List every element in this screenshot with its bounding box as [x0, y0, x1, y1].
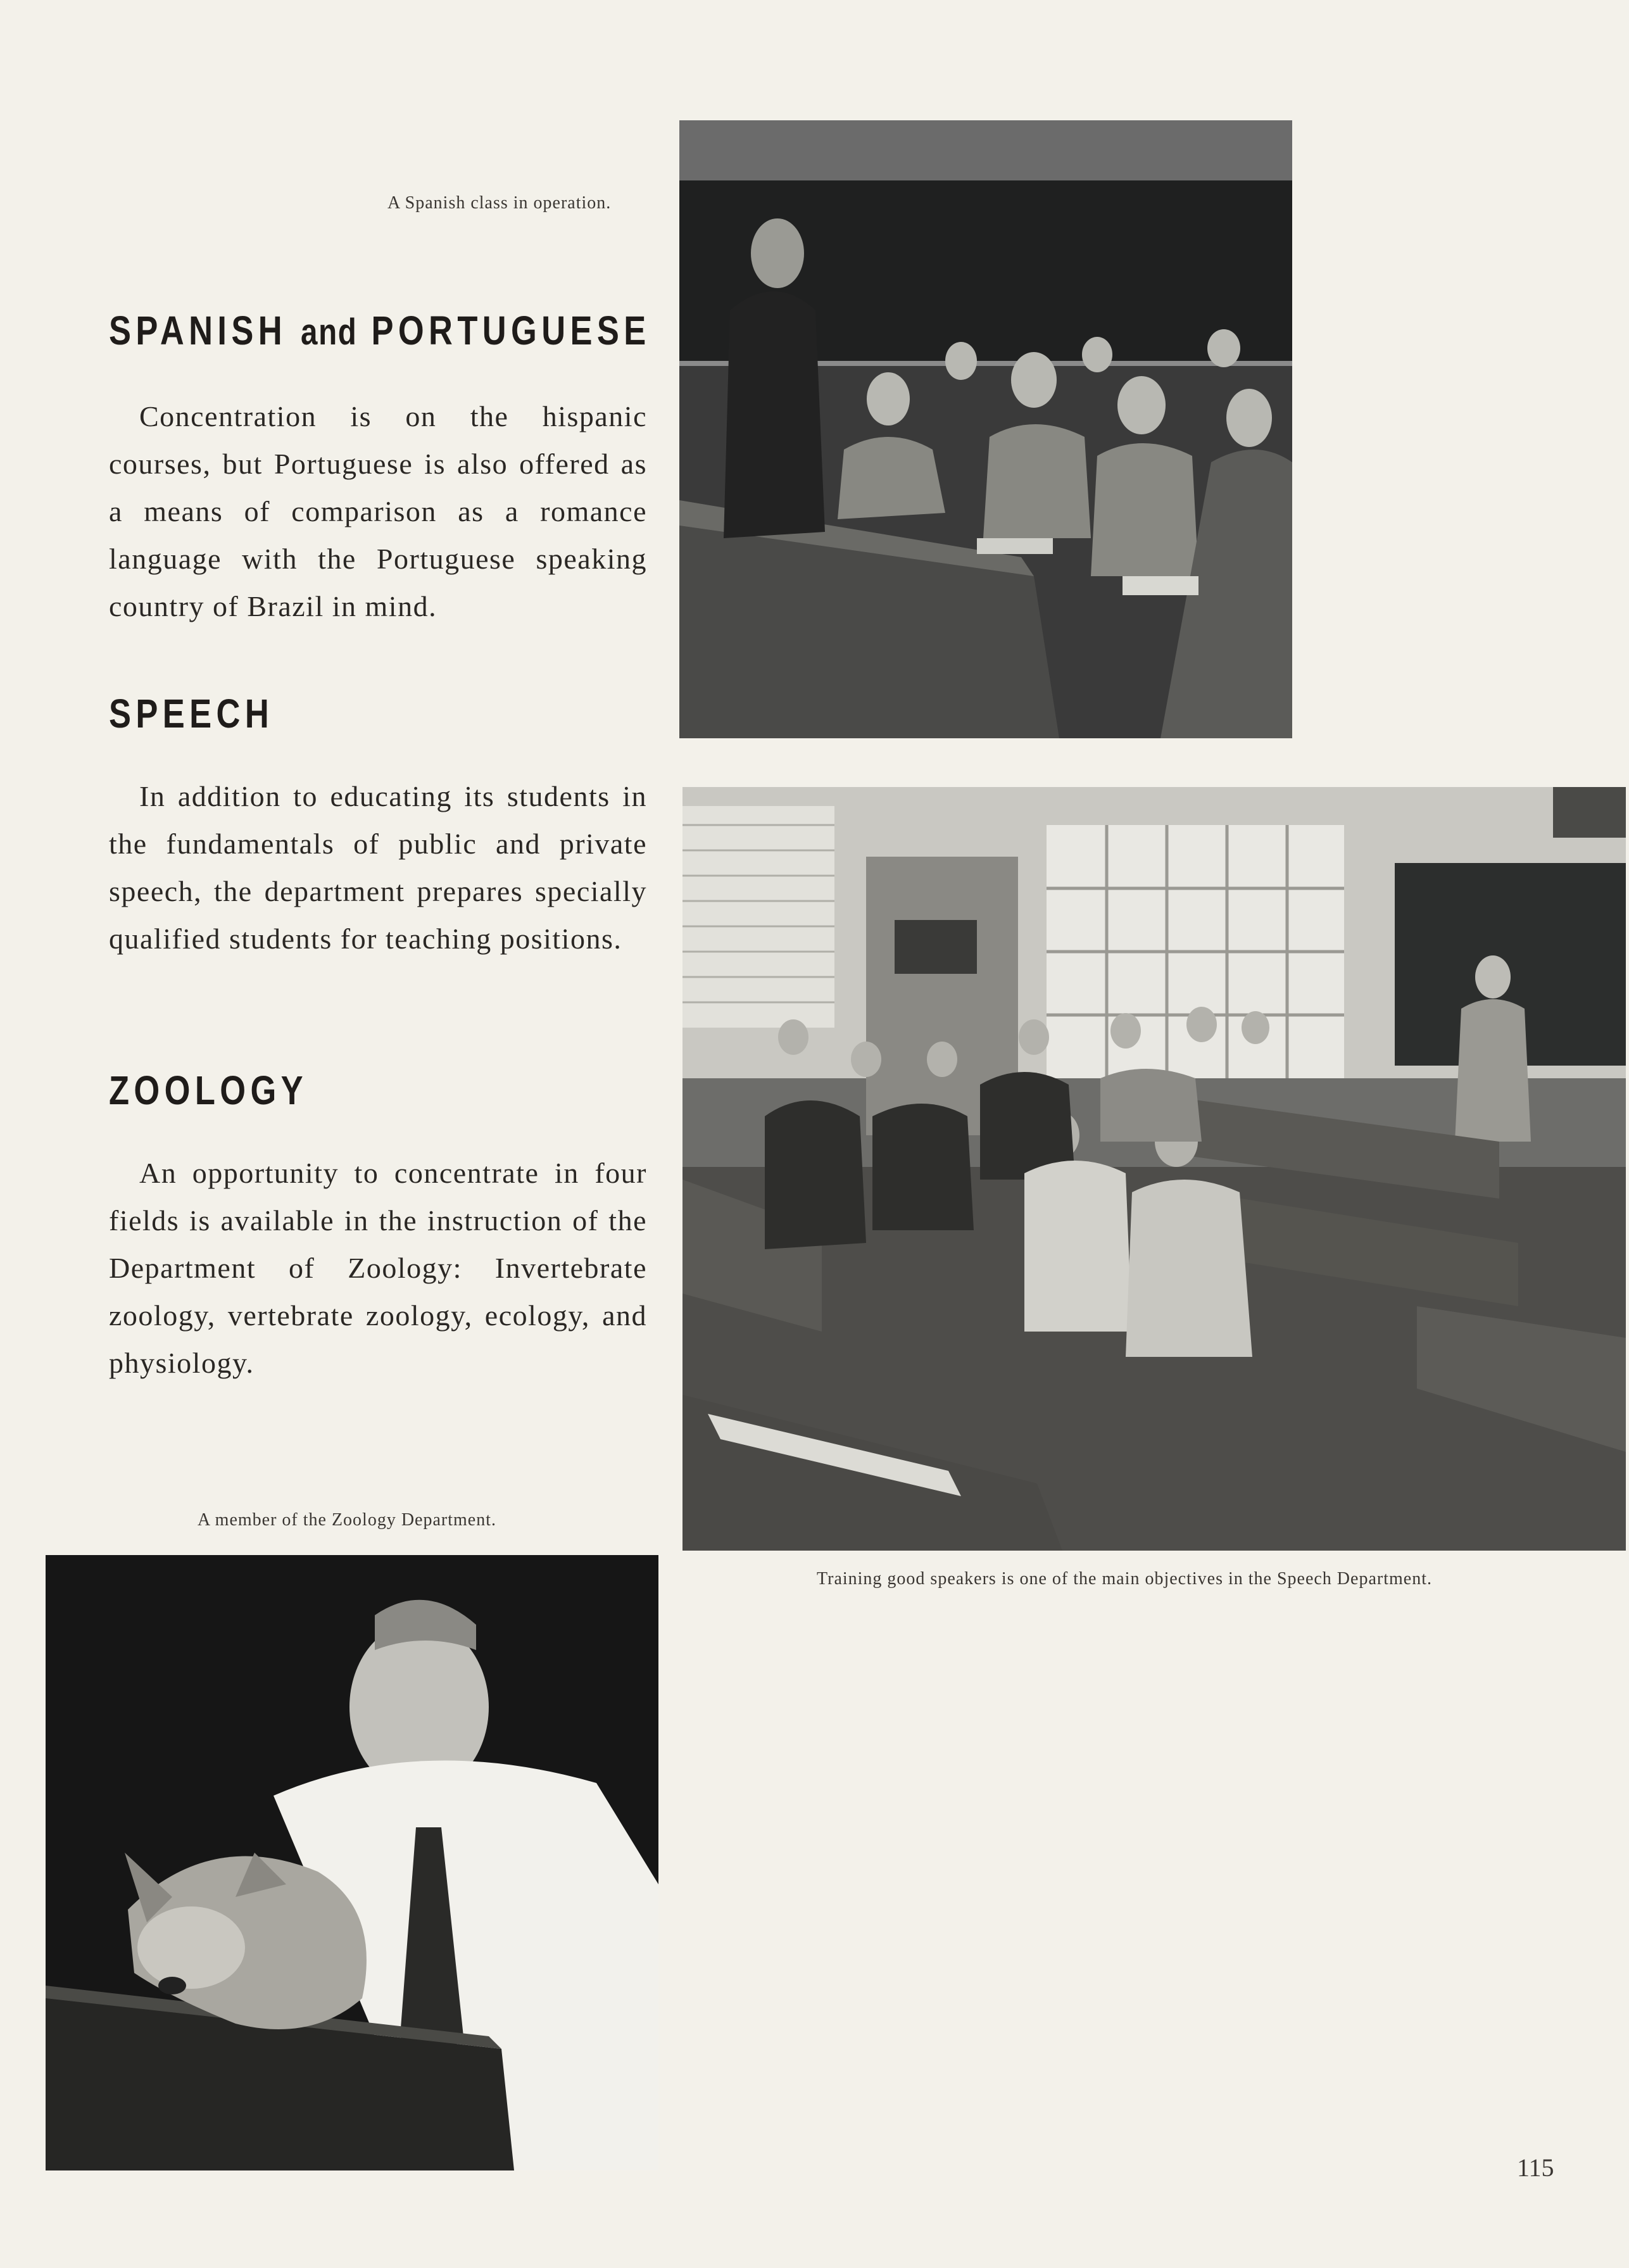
- zoology-heading: ZOOLOGY: [109, 1068, 308, 1113]
- spanish-photo-caption: A Spanish class in operation.: [387, 193, 612, 213]
- zoology-photo-caption: A member of the Zoology Department.: [198, 1510, 496, 1530]
- zoology-body: An opportunity to concentrate in four fields is available in the instruction of the Department of Zoology: Invertebrate zoology, vertebrate zoology, ecology, and physiology.: [109, 1157, 647, 1379]
- page-number: 115: [1517, 2153, 1554, 2182]
- speech-photo-caption: Training good speakers is one of the main objectives in the Speech Department.: [817, 1569, 1432, 1589]
- speech-body: In addition to educating its students in the fundamentals of public and private speech, the department prepares specially qualified students for teaching positions.: [109, 780, 647, 955]
- heading-word-and: and: [301, 312, 358, 353]
- heading-word-portuguese: PORTUGUESE: [371, 308, 651, 353]
- spanish-portuguese-body: Concentration is on the hispanic courses, but Portuguese is also offered as a means of comparison as a romance language with the Portuguese speaking country of Brazil in mind.: [109, 400, 647, 622]
- speech-class-photo: [682, 787, 1626, 1551]
- zoology-member-photo: [46, 1555, 658, 2170]
- heading-word-spanish: SPANISH: [109, 308, 287, 353]
- spanish-class-photo: [679, 120, 1292, 738]
- speech-heading: SPEECH: [109, 691, 274, 736]
- spanish-portuguese-heading: [109, 307, 651, 354]
